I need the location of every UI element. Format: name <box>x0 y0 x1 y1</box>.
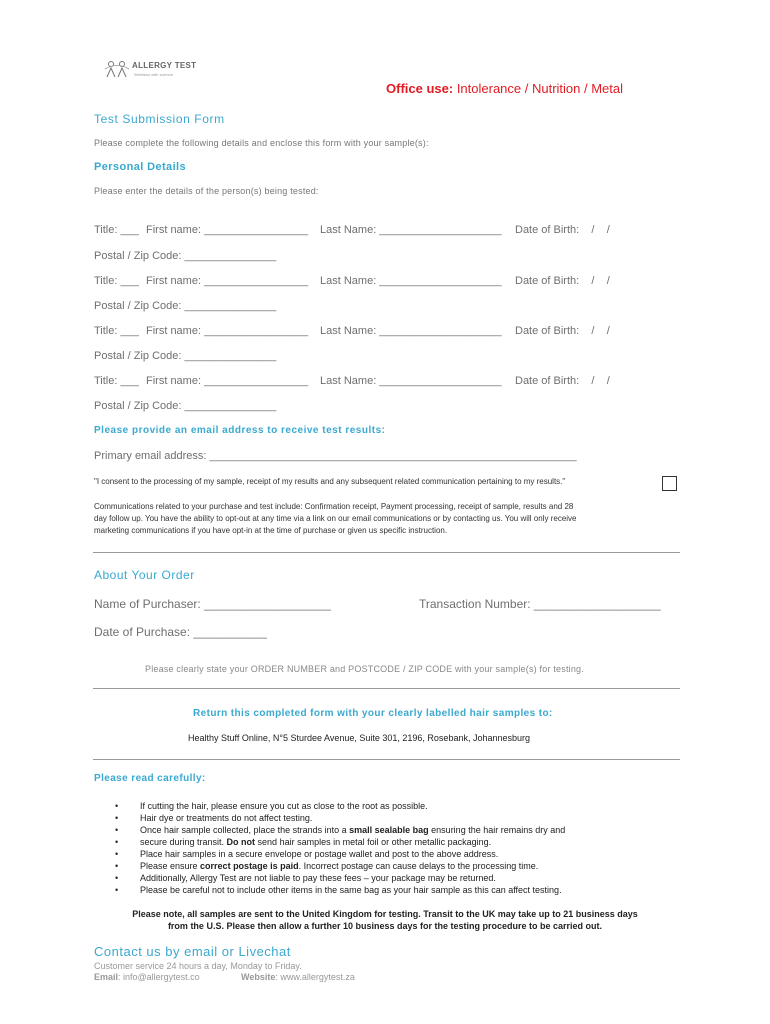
contact-website <box>241 972 355 982</box>
last-name-field-2[interactable]: Last Name: ____________________ <box>320 275 502 287</box>
transaction-field[interactable]: Transaction Number: ___________________ <box>419 597 661 611</box>
shipping-note-2: from the U.S. Please then allow a further 10 business days for the testing procedure to be carried out. <box>167 921 603 931</box>
logo-mark-icon <box>104 59 130 79</box>
order-heading: About Your Order <box>94 568 195 582</box>
title-field-4[interactable]: Title: ___ <box>94 375 139 387</box>
title-field-2[interactable]: Title: ___ <box>94 275 139 287</box>
dob-field-2[interactable]: Date of Birth: / / <box>515 275 610 287</box>
zip-field-4[interactable]: Postal / Zip Code: _______________ <box>94 400 277 412</box>
list-item: • Once hair sample collected, place the strands into a small sealable bag ensuring the hair remains dry and <box>115 825 566 835</box>
comms-line-3: marketing communications if you have opt-in at the time of purchase or given us specific instruction. <box>94 526 448 535</box>
bullet-icon: • <box>115 825 119 835</box>
list-item: • Hair dye or treatments do not affect testing. <box>115 813 313 823</box>
zip-field-1[interactable]: Postal / Zip Code: _______________ <box>94 250 277 262</box>
primary-email-field[interactable]: Primary email address: ____________________________________________________________ <box>94 450 577 462</box>
first-name-field-4[interactable]: First name: _________________ <box>146 375 309 387</box>
purchaser-field[interactable]: Name of Purchaser: ___________________ <box>94 597 331 611</box>
office-use-value: Intolerance / Nutrition / Metal <box>456 81 624 96</box>
contact-heading: Contact us by email or Livechat <box>94 944 291 959</box>
contact-email <box>94 972 200 982</box>
return-address: Healthy Stuff Online, N°5 Sturdee Avenue, Suite 301, 2196, Rosebank, Johannesburg <box>188 733 530 743</box>
list-item: • Please ensure correct postage is paid. Incorrect postage can cause delays to the processing time. <box>115 861 539 871</box>
last-name-field-3[interactable]: Last Name: ____________________ <box>320 325 502 337</box>
title-field-1[interactable]: Title: ___ <box>94 224 139 236</box>
comms-line-1: Communications related to your purchase and test include: Confirmation receipt, Payment processing, receipt of sample, results and 28 <box>94 502 574 511</box>
comms-line-2: day follow up. You have the ability to opt-out at any time via a link on our email communications or by contacting us. You will only receive <box>94 514 577 523</box>
title-field-3[interactable]: Title: ___ <box>94 325 139 337</box>
divider <box>93 552 680 553</box>
logo-tagline: Wellness with science <box>134 72 174 77</box>
divider <box>93 688 680 689</box>
bullet-icon: • <box>115 801 119 811</box>
last-name-field-4[interactable]: Last Name: ____________________ <box>320 375 502 387</box>
divider <box>93 759 680 760</box>
list-item: • Additionally, Allergy Test are not liable to pay these fees – your package may be returned. <box>115 873 496 883</box>
bullet-icon: • <box>115 813 119 823</box>
logo-brand: ALLERGY TEST <box>132 61 197 70</box>
last-name-field-1[interactable]: Last Name: ____________________ <box>320 224 502 236</box>
form-title: Test Submission Form <box>94 112 225 126</box>
order-note: Please clearly state your ORDER NUMBER and POSTCODE / ZIP CODE with your sample(s) for testing. <box>145 664 584 674</box>
zip-field-3[interactable]: Postal / Zip Code: _______________ <box>94 350 277 362</box>
office-use-label: Office use: <box>386 81 454 96</box>
personal-details-heading: Personal Details <box>94 161 186 173</box>
bullet-icon: • <box>115 849 119 859</box>
website-link[interactable]: : www.allergytest.za <box>275 972 355 982</box>
shipping-note-1: Please note, all samples are sent to the United Kingdom for testing. Transit to the UK may take up to 21 business days <box>132 909 638 919</box>
dob-field-3[interactable]: Date of Birth: / / <box>515 325 610 337</box>
personal-instruction: Please enter the details of the person(s) being tested: <box>94 186 319 196</box>
list-item: • Please be careful not to include other items in the same bag as your hair sample as this can affect testing. <box>115 885 562 895</box>
bullet-icon: • <box>115 837 119 847</box>
list-item: • Place hair samples in a secure envelope or postage wallet and post to the above address. <box>115 849 499 859</box>
list-item: • If cutting the hair, please ensure you cut as close to the root as possible. <box>115 801 428 811</box>
allergy-test-logo <box>104 58 197 80</box>
email-link[interactable]: : info@allergytest.co <box>118 972 200 982</box>
email-heading: Please provide an email address to receive test results: <box>94 425 386 436</box>
service-hours: Customer service 24 hours a day, Monday to Friday. <box>94 961 302 971</box>
form-instruction: Please complete the following details and enclose this form with your sample(s): <box>94 138 429 148</box>
consent-checkbox[interactable] <box>662 476 677 491</box>
first-name-field-3[interactable]: First name: _________________ <box>146 325 309 337</box>
first-name-field-2[interactable]: First name: _________________ <box>146 275 309 287</box>
dob-field-1[interactable]: Date of Birth: / / <box>515 224 610 236</box>
consent-text: "I consent to the processing of my sample, receipt of my results and any subsequent related communication pertaining to my results." <box>94 477 566 486</box>
return-heading: Return this completed form with your clearly labelled hair samples to: <box>193 708 553 719</box>
first-name-field-1[interactable]: First name: _________________ <box>146 224 309 236</box>
bullet-icon: • <box>115 885 119 895</box>
bullet-icon: • <box>115 861 119 871</box>
office-use <box>386 81 623 96</box>
purchase-date-field[interactable]: Date of Purchase: ___________ <box>94 625 267 639</box>
website-label: Website <box>241 972 276 982</box>
zip-field-2[interactable]: Postal / Zip Code: _______________ <box>94 300 277 312</box>
list-item: • secure during transit. Do not send hair samples in metal foil or other metallic packaging. <box>115 837 492 847</box>
bullet-icon: • <box>115 873 119 883</box>
instructions-list <box>112 800 565 896</box>
careful-heading: Please read carefully: <box>94 773 206 784</box>
email-label: Email <box>94 972 119 982</box>
dob-field-4[interactable]: Date of Birth: / / <box>515 375 610 387</box>
